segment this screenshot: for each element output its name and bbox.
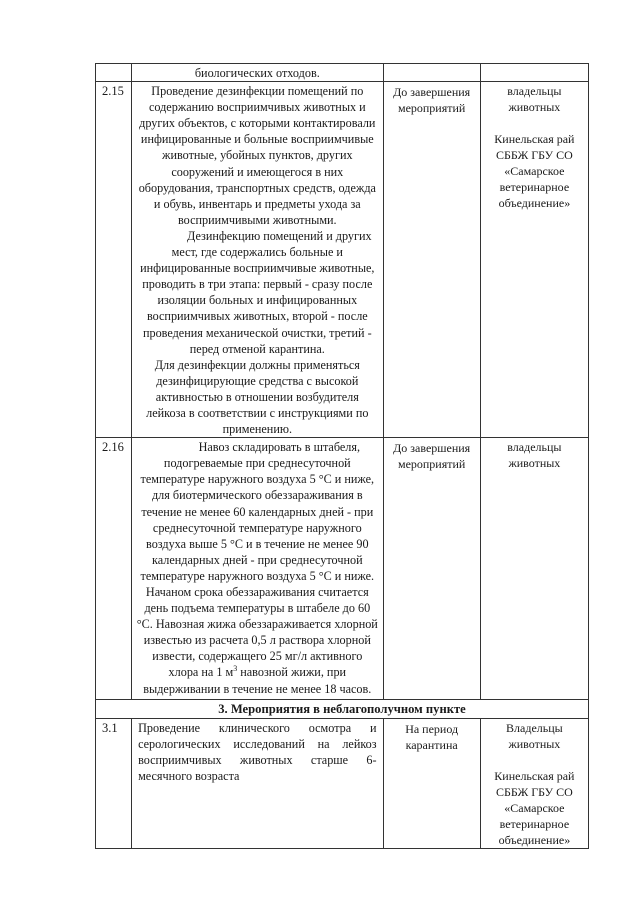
cell-resp-empty [480,64,588,82]
table-row-3-1 [96,719,589,849]
responsible-owners: владельцы животных [507,440,562,471]
cell-deadline-empty [383,64,480,82]
deadline-cell: На период карантина [383,719,480,849]
measure-text [132,438,384,700]
responsible-owners: Владельцы животных [506,721,563,752]
deadline-cell: До завершения мероприятий [383,438,480,700]
row-number: 2.15 [96,82,132,438]
measure-paragraph-2: Дезинфекцию помещений и других мест, где содержались больные и инфицированные восприимчивые животные, проводить в три этапа: первый - сразу после изоляции больных и инфицированных восприимчивых животных, второй - после проведения механической очистки, третий - перед отменой карантина. [140,228,375,356]
measure-paragraph: Проведение клинического осмотра и серологических исследований на лейкоз восприимчивых животных старше 6-месячного возраста [138,721,377,784]
responsible-station: Кинельская рай СББЖ ГБУ СО «Самарское ветеринарное объединение» [494,132,575,211]
responsible-cell [480,719,588,849]
table-row-continuation [96,64,589,82]
responsible-owners: владельцы животных [507,84,562,115]
cell-continuation-text [132,64,384,82]
responsible-cell [480,82,588,438]
section-title: 3. Мероприятия в неблагополучном пункте [96,700,589,719]
responsible-cell [480,438,588,700]
table-row-2-15 [96,82,589,438]
deadline-cell: До завершения мероприятий [383,82,480,438]
table-row-2-16 [96,438,589,700]
cubic-superscript: 3 [233,664,238,674]
measures-table [95,63,589,849]
section-header-row [96,700,589,719]
measure-paragraph-3: Для дезинфекции должны применяться дезинфицирующие средства с высокой активностью в отношении возбудителя лейкоза в соответствии с инструкциями по применению. [146,357,369,437]
responsible-station: Кинельская рай СББЖ ГБУ СО «Самарское ветеринарное объединение» [494,769,575,848]
measure-text [132,82,384,438]
continuation-text: биологических отходов. [194,66,320,80]
row-number: 3.1 [96,719,132,849]
manure-text-b: навозной жижи, при выдерживании в течение не менее 18 часов. [143,665,372,696]
measure-paragraph [136,439,379,697]
measure-paragraph-1: Проведение дезинфекции помещений по содержанию восприимчивых животных и других объектов, с которыми контактировали инфицированные и больные восприимчивые животные, убойных пунктов, других сооружений и имеющегося в них оборудования, транспортных средств, одежда и обувь, инвентарь и предметы ухода за восприимчивыми животными. [138,84,376,227]
manure-text-a: Навоз складировать в штабеля, подогреваемые при среднесуточной температуре наружного воздуха 5 °С и ниже, для биотермического обеззараживания в течение не менее 60 календарных дней - при среднесуточной температуре наружного воздуха выше 5 °С и в течение не менее 90 календарных дней - при среднесуточной температуре наружного воздуха 5 °С и ниже. Начаном срока обеззараживания считается день подъема температуры в штабеле до 60 °С. Навозная жижа обеззараживается хлорной известью из расчета 0,5 л раствора хлорной извести, содержащего 25 мг/л активного хлора на 1 м [136,440,378,680]
cell-num-empty [96,64,132,82]
row-number: 2.16 [96,438,132,700]
measure-text [132,719,384,849]
